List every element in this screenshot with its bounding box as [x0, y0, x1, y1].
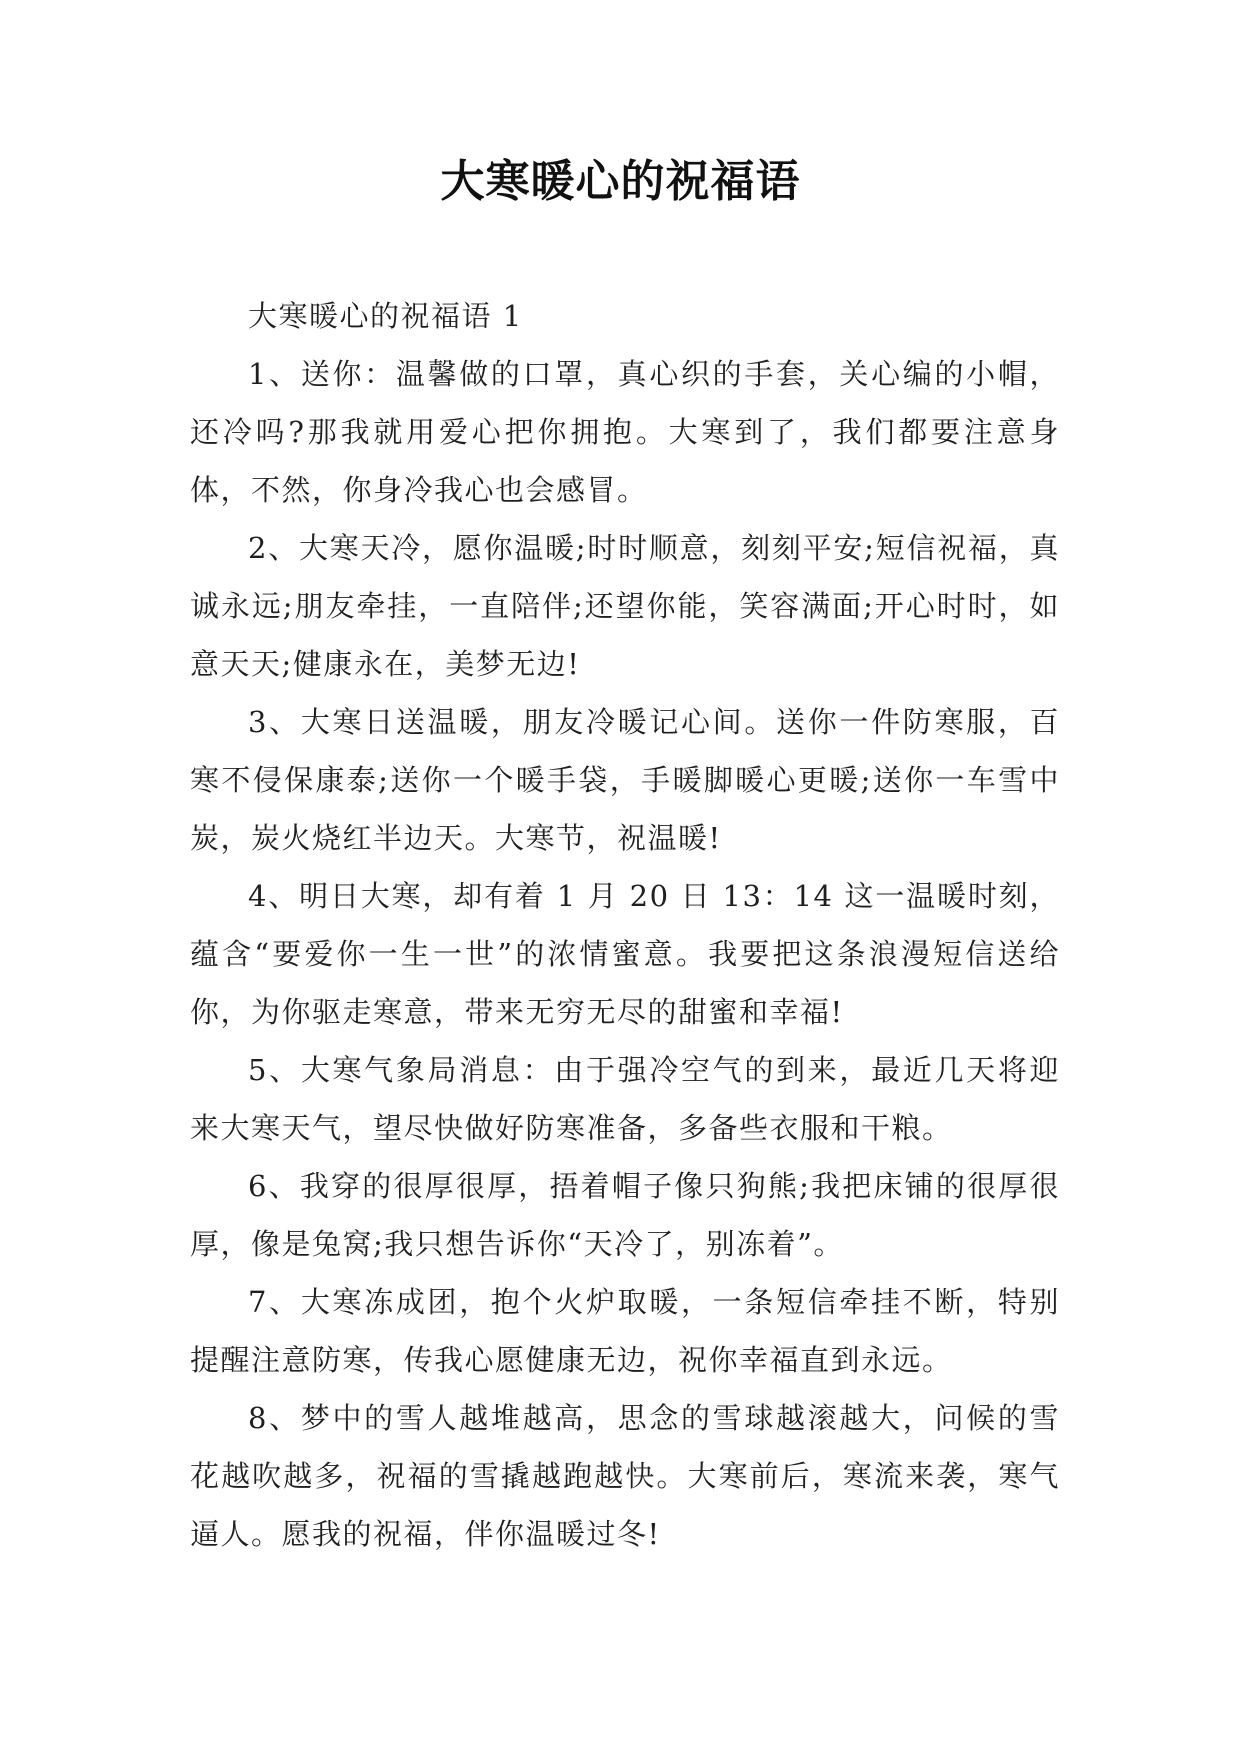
document-title: 大寒暖心的祝福语	[440, 156, 801, 207]
blessing-paragraph-8: 8、梦中的雪人越堆越高，思念的雪球越滚越大，问候的雪花越吹越多，祝福的雪撬越跑越快。大寒前后，寒流来袭，寒气逼人。愿我的祝福，伴你温暖过冬!	[190, 1401, 1060, 1551]
blessing-paragraph-1: 1、送你：温馨做的口罩，真心织的手套，关心编的小帽，还冷吗?那我就用爱心把你拥抱。大寒到了，我们都要注意身体，不然，你身冷我心也会感冒。	[190, 357, 1060, 507]
section-heading: 大寒暖心的祝福语 1	[248, 299, 523, 333]
document-body	[190, 287, 1060, 1563]
blessing-paragraph-2: 2、大寒天冷，愿你温暖;时时顺意，刻刻平安;短信祝福，真诚永远;朋友牵挂，一直陪伴;还望你能，笑容满面;开心时时，如意天天;健康永在，美梦无边!	[190, 531, 1060, 681]
blessing-paragraph-5: 5、大寒气象局消息：由于强冷空气的到来，最近几天将迎来大寒天气，望尽快做好防寒准备，多备些衣服和干粮。	[190, 1053, 1060, 1145]
blessing-paragraph-4: 4、明日大寒，却有着 1 月 20 日 13：14 这一温暖时刻，蕴含“要爱你一生一世”的浓情蜜意。我要把这条浪漫短信送给你，为你驱走寒意，带来无穷无尽的甜蜜和幸福!	[190, 879, 1060, 1029]
blessing-paragraph-6: 6、我穿的很厚很厚，捂着帽子像只狗熊;我把床铺的很厚很厚，像是兔窝;我只想告诉你“天冷了，别冻着”。	[190, 1169, 1060, 1261]
blessing-paragraph-7: 7、大寒冻成团，抱个火炉取暖，一条短信牵挂不断，特别提醒注意防寒，传我心愿健康无边，祝你幸福直到永远。	[190, 1285, 1060, 1377]
blessing-paragraph-3: 3、大寒日送温暖，朋友冷暖记心间。送你一件防寒服，百寒不侵保康泰;送你一个暖手袋，手暖脚暖心更暖;送你一车雪中炭，炭火烧红半边天。大寒节，祝温暖!	[190, 705, 1060, 855]
